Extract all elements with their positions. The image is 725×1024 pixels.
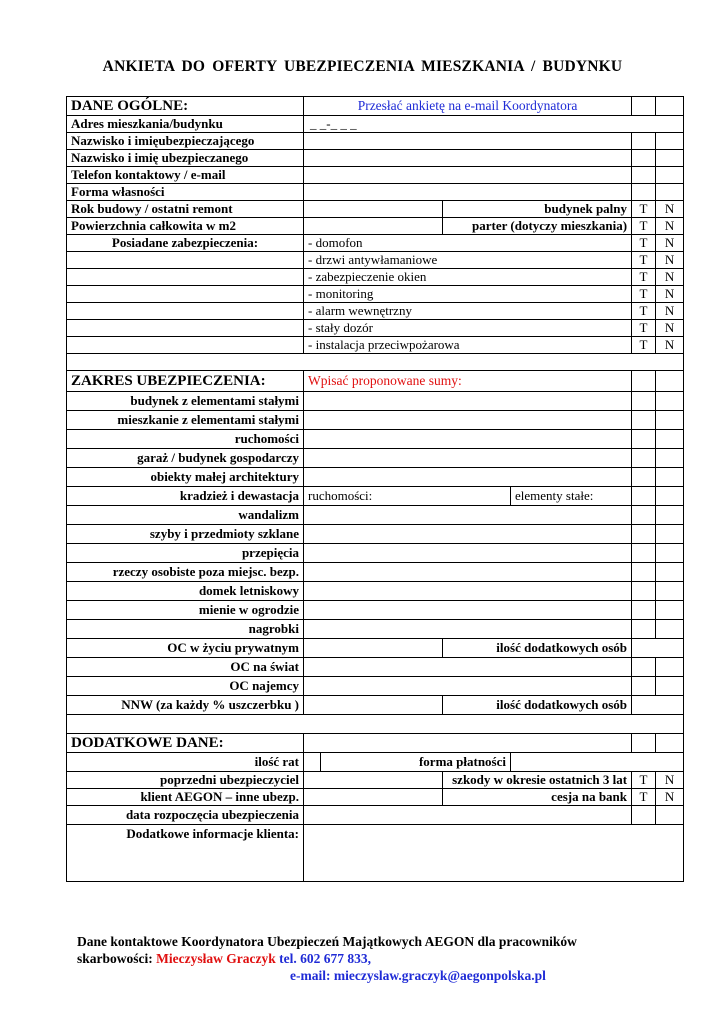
assignment-no[interactable]: N bbox=[656, 789, 684, 806]
security-yes[interactable]: T bbox=[632, 269, 656, 286]
spacer-row bbox=[67, 715, 684, 734]
damages-label: szkody w okresie ostatnich 3 lat bbox=[443, 772, 632, 789]
scope-item-label: wandalizm bbox=[67, 506, 304, 525]
security-no[interactable]: N bbox=[656, 269, 684, 286]
security-no[interactable]: N bbox=[656, 337, 684, 354]
security-yes[interactable]: T bbox=[632, 286, 656, 303]
additional-header-row bbox=[67, 734, 684, 753]
start-date-label: data rozpoczęcia ubezpieczenia bbox=[67, 806, 304, 825]
security-row bbox=[67, 303, 684, 320]
payment-label: forma płatności bbox=[321, 753, 511, 772]
scope-sum-field[interactable] bbox=[304, 430, 632, 449]
assignment-label: cesja na bank bbox=[443, 789, 632, 806]
scope-item-label: rzeczy osobiste poza miejsc. bezp. bbox=[67, 563, 304, 582]
contact-prefix: skarbowości: bbox=[77, 951, 157, 966]
scope-row bbox=[67, 506, 684, 525]
security-row bbox=[67, 235, 684, 252]
aegon-client-field[interactable] bbox=[304, 789, 443, 806]
start-date-row bbox=[67, 806, 684, 825]
scope-row bbox=[67, 658, 684, 677]
installments-field[interactable] bbox=[304, 753, 321, 772]
damages-yes[interactable]: T bbox=[632, 772, 656, 789]
security-yes[interactable]: T bbox=[632, 320, 656, 337]
prev-insurer-label: poprzedni ubezpieczyciel bbox=[67, 772, 304, 789]
coordinator-phone: tel. 602 677 833, bbox=[275, 951, 371, 966]
insured-field[interactable] bbox=[304, 150, 632, 167]
year-row bbox=[67, 201, 684, 218]
start-date-field[interactable] bbox=[304, 806, 632, 825]
extra-persons-label: ilość dodatkowych osób bbox=[443, 639, 632, 658]
aegon-client-label: klient AEGON – inne ubezp. bbox=[67, 789, 304, 806]
scope-item-label: mienie w ogrodzie bbox=[67, 601, 304, 620]
scope-sum-field[interactable] bbox=[304, 392, 632, 411]
security-item: - drzwi antywłamaniowe bbox=[304, 252, 632, 269]
scope-sum-field[interactable] bbox=[304, 544, 632, 563]
security-item: - domofon bbox=[304, 235, 632, 252]
prev-insurer-row bbox=[67, 772, 684, 789]
area-row bbox=[67, 218, 684, 235]
security-row bbox=[67, 337, 684, 354]
area-field[interactable] bbox=[304, 218, 443, 235]
client-info-label: Dodatkowe informacje klienta: bbox=[67, 825, 304, 882]
scope-row bbox=[67, 468, 684, 487]
security-no[interactable]: N bbox=[656, 252, 684, 269]
insurance-form-table bbox=[66, 96, 684, 882]
insured-label: Nazwisko i imię ubezpieczanego bbox=[67, 150, 304, 167]
aegon-client-row bbox=[67, 789, 684, 806]
sums-note: Wpisać proponowane sumy: bbox=[304, 371, 632, 392]
coordinator-contact bbox=[77, 933, 677, 984]
prev-insurer-field[interactable] bbox=[304, 772, 443, 789]
ownership-field[interactable] bbox=[304, 184, 632, 201]
security-yes[interactable]: T bbox=[632, 235, 656, 252]
scope-item-label: nagrobki bbox=[67, 620, 304, 639]
ground-floor-yes[interactable]: T bbox=[632, 218, 656, 235]
area-label: Powierzchnia całkowita w m2 bbox=[67, 218, 304, 235]
scope-item-label: szyby i przedmioty szklane bbox=[67, 525, 304, 544]
scope-item-label: OC na świat bbox=[67, 658, 304, 677]
scope-row bbox=[67, 620, 684, 639]
phone-label: Telefon kontaktowy / e-mail bbox=[67, 167, 304, 184]
scope-sum-field[interactable] bbox=[304, 582, 632, 601]
security-item: - stały dozór bbox=[304, 320, 632, 337]
send-note: Przesłać ankietę na e-mail Koordynatora bbox=[304, 97, 632, 116]
year-field[interactable] bbox=[304, 201, 443, 218]
scope-item-label: OC najemcy bbox=[67, 677, 304, 696]
security-item: - instalacja przeciwpożarowa bbox=[304, 337, 632, 354]
general-section-header: DANE OGÓLNE: bbox=[67, 97, 304, 116]
scope-row bbox=[67, 696, 684, 715]
page-title: ANKIETA DO OFERTY UBEZPIECZENIA MIESZKANIA / BUDYNKU bbox=[102, 58, 623, 75]
scope-item-label: ruchomości bbox=[67, 430, 304, 449]
security-no[interactable]: N bbox=[656, 320, 684, 337]
scope-item-label: domek letniskowy bbox=[67, 582, 304, 601]
installments-label: ilość rat bbox=[67, 753, 304, 772]
general-header-row bbox=[67, 97, 684, 116]
scope-item-label: budynek z elementami stałymi bbox=[67, 392, 304, 411]
theft-fixed-field[interactable]: elementy stałe: bbox=[511, 487, 632, 506]
scope-item-label: NNW (za każdy % uszczerbku ) bbox=[67, 696, 304, 715]
security-no[interactable]: N bbox=[656, 303, 684, 320]
scope-sum-field[interactable] bbox=[304, 411, 632, 430]
scope-sum-field[interactable] bbox=[304, 620, 632, 639]
scope-row bbox=[67, 487, 684, 506]
scope-sum-field[interactable] bbox=[304, 468, 632, 487]
security-no[interactable]: N bbox=[656, 286, 684, 303]
insured-row bbox=[67, 150, 684, 167]
scope-section-header: ZAKRES UBEZPIECZENIA: bbox=[67, 371, 304, 392]
security-item: - monitoring bbox=[304, 286, 632, 303]
security-row bbox=[67, 286, 684, 303]
scope-row bbox=[67, 430, 684, 449]
security-item: - alarm wewnętrzny bbox=[304, 303, 632, 320]
security-yes[interactable]: T bbox=[632, 252, 656, 269]
security-yes[interactable]: T bbox=[632, 303, 656, 320]
coordinator-email[interactable]: e-mail: mieczyslaw.graczyk@aegonpolska.pl bbox=[290, 968, 546, 983]
scope-sum-field[interactable] bbox=[304, 677, 632, 696]
insurer-field[interactable] bbox=[304, 133, 632, 150]
scope-item-label: mieszkanie z elementami stałymi bbox=[67, 411, 304, 430]
coordinator-name: Mieczysław Graczyk bbox=[156, 951, 276, 966]
contact-line-2 bbox=[77, 950, 677, 967]
security-label: Posiadane zabezpieczenia: bbox=[67, 235, 304, 252]
scope-row bbox=[67, 544, 684, 563]
address-row bbox=[67, 116, 684, 133]
insurer-row bbox=[67, 133, 684, 150]
scope-row bbox=[67, 411, 684, 430]
scope-sum-field[interactable] bbox=[304, 563, 632, 582]
ownership-label: Forma własności bbox=[67, 184, 304, 201]
security-no[interactable]: N bbox=[656, 235, 684, 252]
scope-sum-field[interactable] bbox=[304, 506, 632, 525]
scope-sum-field[interactable] bbox=[304, 449, 632, 468]
phone-row bbox=[67, 167, 684, 184]
installments-row bbox=[67, 753, 684, 772]
year-label: Rok budowy / ostatni remont bbox=[67, 201, 304, 218]
damages-no[interactable]: N bbox=[656, 772, 684, 789]
flammable-label: budynek palny bbox=[443, 201, 632, 218]
assignment-yes[interactable]: T bbox=[632, 789, 656, 806]
scope-row bbox=[67, 582, 684, 601]
scope-row bbox=[67, 639, 684, 658]
scope-header-row bbox=[67, 371, 684, 392]
scope-sum-field[interactable] bbox=[304, 639, 443, 658]
flammable-yes[interactable]: T bbox=[632, 201, 656, 218]
address-label: Adres mieszkania/budynku bbox=[67, 116, 304, 133]
insurer-label: Nazwisko i imięubezpieczającego bbox=[67, 133, 304, 150]
security-row bbox=[67, 320, 684, 337]
payment-field[interactable] bbox=[511, 753, 684, 772]
scope-item-label: obiekty małej architektury bbox=[67, 468, 304, 487]
security-row bbox=[67, 252, 684, 269]
theft-movables-field[interactable]: ruchomości: bbox=[304, 487, 511, 506]
scope-sum-field[interactable] bbox=[304, 658, 632, 677]
scope-row bbox=[67, 677, 684, 696]
scope-sum-field[interactable] bbox=[304, 696, 443, 715]
ground-floor-no[interactable]: N bbox=[656, 218, 684, 235]
ground-floor-label: parter (dotyczy mieszkania) bbox=[443, 218, 632, 235]
security-item: - zabezpieczenie okien bbox=[304, 269, 632, 286]
contact-line-1: Dane kontaktowe Koordynatora Ubezpieczeń Majątkowych AEGON dla pracowników bbox=[77, 934, 577, 949]
scope-row bbox=[67, 563, 684, 582]
client-info-row bbox=[67, 825, 684, 882]
extra-persons-field[interactable] bbox=[632, 696, 684, 715]
scope-row bbox=[67, 449, 684, 468]
spacer-row bbox=[67, 354, 684, 371]
phone-field[interactable] bbox=[304, 167, 632, 184]
scope-item-label: kradzież i dewastacja bbox=[67, 487, 304, 506]
client-info-field[interactable] bbox=[304, 825, 684, 882]
scope-row bbox=[67, 601, 684, 620]
security-row bbox=[67, 269, 684, 286]
extra-persons-label: ilość dodatkowych osób bbox=[443, 696, 632, 715]
extra-persons-field[interactable] bbox=[632, 639, 684, 658]
scope-item-label: OC w życiu prywatnym bbox=[67, 639, 304, 658]
additional-section-header: DODATKOWE DANE: bbox=[67, 734, 304, 753]
scope-sum-field[interactable] bbox=[304, 525, 632, 544]
scope-row bbox=[67, 525, 684, 544]
scope-item-label: garaż / budynek gospodarczy bbox=[67, 449, 304, 468]
scope-item-label: przepięcia bbox=[67, 544, 304, 563]
flammable-no[interactable]: N bbox=[656, 201, 684, 218]
ownership-row bbox=[67, 184, 684, 201]
scope-row bbox=[67, 392, 684, 411]
scope-sum-field[interactable] bbox=[304, 601, 632, 620]
address-field[interactable]: _ _-_ _ _ bbox=[304, 116, 684, 133]
security-yes[interactable]: T bbox=[632, 337, 656, 354]
